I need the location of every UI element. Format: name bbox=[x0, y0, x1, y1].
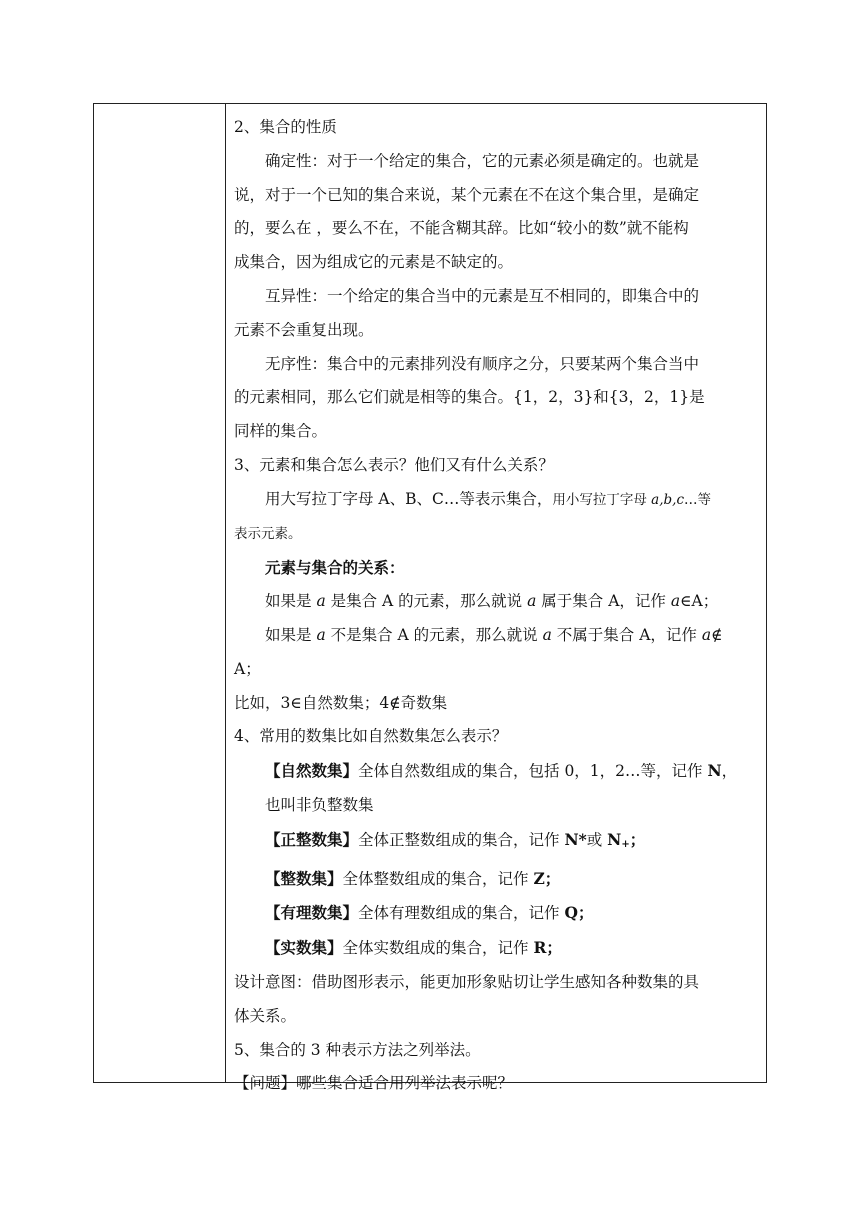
notation-etc: …等 bbox=[684, 491, 712, 508]
positive-integers-line bbox=[234, 823, 762, 862]
determinacy-line-2: 说，对于一个已知的集合来说，某个元素在不在这个集合里，是确定 bbox=[234, 185, 700, 204]
notation-line bbox=[234, 483, 762, 518]
real-label: 【实数集】 bbox=[265, 938, 343, 958]
belong-text-2: 是集合 A 的元素，那么就说 bbox=[325, 592, 528, 611]
natural-numbers-line bbox=[234, 754, 762, 789]
notbelong-text-3: 不属于集合 A，记作 bbox=[551, 625, 702, 644]
distinctness-line-2: 元素不会重复出现。 bbox=[234, 320, 374, 339]
lesson-table bbox=[93, 103, 767, 1093]
determinacy-line-1: 确定性：对于一个给定的集合，它的元素必须是确定的。也就是 bbox=[265, 151, 700, 170]
rat-text: 全体有理数组成的集合，记作 bbox=[358, 904, 565, 923]
distinctness-line-1: 互异性：一个给定的集合当中的元素是互不相同的，即集合中的 bbox=[265, 286, 700, 305]
natural-text: 全体自然数组成的集合，包括 0，1，2…等，记作 bbox=[358, 762, 708, 781]
notation-line-2: 表示元素。 bbox=[234, 525, 302, 542]
rat-symbol: Q； bbox=[564, 903, 594, 923]
var-a: a bbox=[527, 592, 537, 611]
section-2-heading: 2、集合的性质 bbox=[234, 118, 337, 136]
section-5-heading: 5、集合的 3 种表示方法之列举法。 bbox=[234, 1040, 481, 1059]
section-3-heading: 3、元素和集合怎么表示？他们又有什么关系？ bbox=[234, 455, 554, 474]
notbelong-line-2: A； bbox=[234, 659, 261, 678]
int-label: 【整数集】 bbox=[265, 868, 343, 888]
determinacy-line-3: 的，要么在 ，要么不在，不能含糊其辞。比如“较小的数”就不能构 bbox=[234, 219, 689, 238]
notation-sets-text: 用大写拉丁字母 A、B、C…等表示集合， bbox=[265, 489, 553, 508]
section-4-heading: 4、常用的数集比如自然数集怎么表示？ bbox=[234, 727, 508, 746]
relation-title: 元素与集合的关系： bbox=[265, 558, 405, 578]
var-a: a bbox=[542, 625, 552, 644]
membership-example: 比如，3∈自然数集；4∉奇数集 bbox=[234, 693, 448, 712]
notbelong-symbol: ∉ bbox=[711, 625, 723, 644]
rat-label: 【有理数集】 bbox=[265, 903, 359, 923]
int-symbol: Z； bbox=[533, 868, 561, 888]
content-cell bbox=[234, 111, 762, 1101]
notbelong-text-2: 不是集合 A 的元素，那么就说 bbox=[325, 625, 543, 644]
notation-vars: a,b,c bbox=[651, 491, 685, 508]
left-column-cell bbox=[94, 104, 226, 1082]
unordered-line-2: 的元素相同，那么它们就是相等的集合。{1，2，3}和{3，2，1}是 bbox=[234, 388, 705, 407]
natural-symbol: N bbox=[707, 761, 722, 781]
natural-alias: 也叫非负整数集 bbox=[265, 795, 374, 814]
posint-label: 【正整数集】 bbox=[265, 829, 359, 849]
var-a: a bbox=[316, 592, 326, 611]
posint-or: 或 bbox=[586, 830, 608, 849]
real-text: 全体实数组成的集合，记作 bbox=[342, 939, 534, 958]
var-a: a bbox=[670, 592, 681, 611]
reals-line bbox=[234, 931, 762, 966]
unordered-line-3: 同样的集合。 bbox=[234, 422, 328, 441]
natural-label: 【自然数集】 bbox=[265, 761, 359, 781]
notation-elements-text: 用小写拉丁字母 bbox=[552, 491, 652, 508]
posint-end: ； bbox=[629, 829, 646, 849]
unordered-line-1: 无序性：集合中的元素排列没有顺序之分，只要某两个集合当中 bbox=[265, 354, 700, 373]
var-a: a bbox=[701, 625, 712, 644]
question-line: 【问题】哪些集合适合用列举法表示呢？ bbox=[234, 1074, 514, 1093]
posint-text: 全体正整数组成的集合，记作 bbox=[358, 830, 565, 849]
posint-symbol-1: N* bbox=[564, 829, 587, 849]
design-intent-line-2: 体关系。 bbox=[234, 1006, 297, 1025]
var-a: a bbox=[316, 625, 326, 644]
design-intent-line-1: 设计意图：借助图形表示，能更加形象贴切让学生感知各种数集的具 bbox=[234, 972, 700, 991]
belong-text-3: 属于集合 A，记作 bbox=[536, 592, 671, 611]
posint-symbol-2: N bbox=[607, 829, 622, 849]
rationals-line bbox=[234, 896, 762, 931]
posint-subscript: + bbox=[621, 838, 630, 850]
notbelong-line bbox=[234, 619, 762, 653]
integers-line bbox=[234, 862, 762, 897]
determinacy-line-4: 成集合，因为组成它的元素是不缺定的。 bbox=[234, 253, 514, 272]
int-text: 全体整数组成的集合，记作 bbox=[342, 869, 534, 888]
real-symbol: R； bbox=[533, 938, 562, 958]
belong-text-1: 如果是 bbox=[265, 592, 317, 611]
natural-end: ， bbox=[721, 762, 738, 781]
belong-line bbox=[234, 585, 762, 619]
belong-symbol: ∈A； bbox=[680, 592, 719, 611]
notbelong-text-1: 如果是 bbox=[265, 625, 317, 644]
